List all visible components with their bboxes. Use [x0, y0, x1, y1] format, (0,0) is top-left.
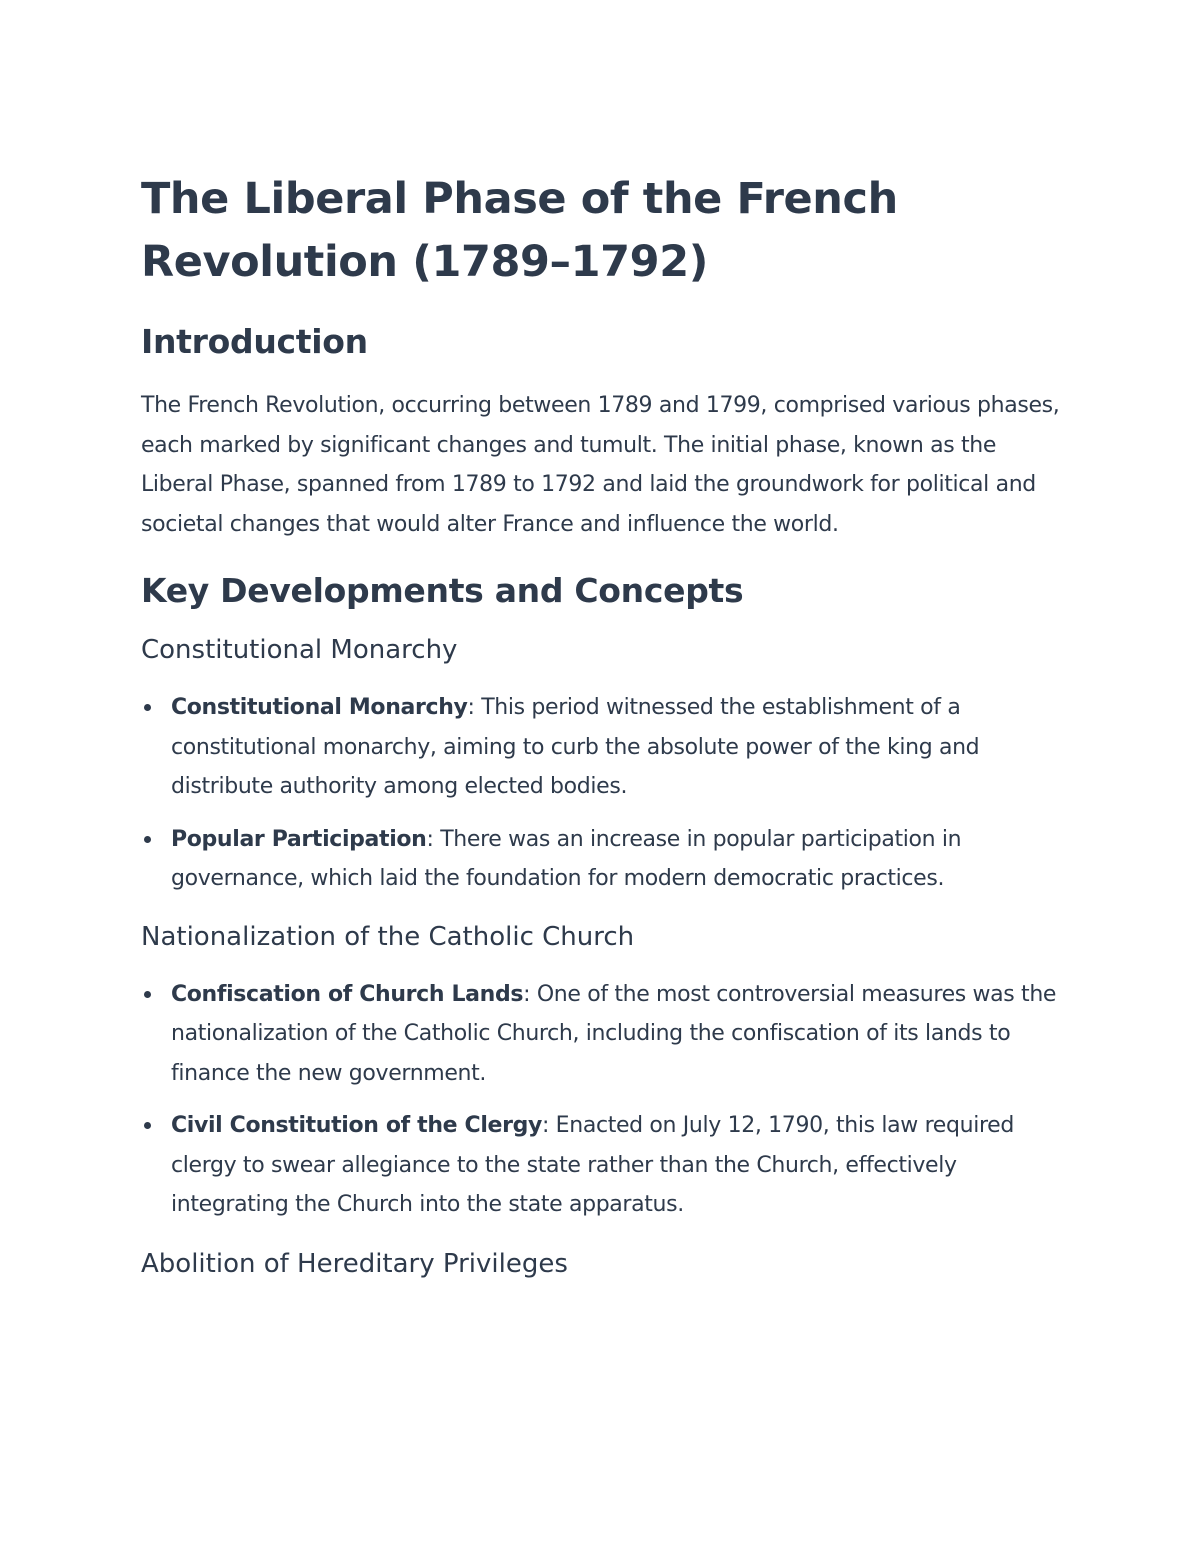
section-heading-introduction: Introduction [141, 322, 368, 361]
list-item-term: Constitutional Monarchy [171, 695, 468, 720]
list-item-text: : Enacted on July 12, 1790, this law required clergy to swear allegiance to the state rather than the Church, effectively integrating the Church into the state apparatus. [171, 1113, 1014, 1217]
bullet-icon [144, 836, 151, 843]
bullet-icon [144, 1122, 151, 1129]
list-item-term: Civil Constitution of the Clergy [171, 1113, 542, 1138]
list-item [141, 820, 1066, 899]
intro-paragraph: The French Revolution, occurring between 1789 and 1799, comprised various phases, each marked by significant changes and tumult. The initial phase, known as the Liberal Phase, spanned from 1789 to 1792 and laid the groundwork for political and societal changes that would alter France and influence the world. [141, 393, 1060, 537]
list-item-term: Confiscation of Church Lands [171, 981, 524, 1007]
subsection-heading-constitutional-monarchy: Constitutional Monarchy [141, 635, 458, 665]
subsection-heading-abolition: Abolition of Hereditary Privileges [141, 1248, 568, 1279]
list-item [141, 1106, 1066, 1225]
list-item-term: Popular Participation [171, 826, 427, 852]
bullet-list-nationalization [141, 975, 1066, 1225]
list-item-text: : This period witnessed the establishment of a constitutional monarchy, aiming to curb the absolute power of the king and distribute authority among elected bodies. [171, 695, 980, 799]
bullet-icon [144, 704, 151, 711]
document-page [141, 168, 1066, 1282]
bullet-list-constitutional-monarchy [141, 688, 1066, 899]
list-item [141, 688, 1066, 807]
list-item-text: : There was an increase in popular participation in governance, which laid the foundation for modern democratic practices. [171, 826, 962, 891]
list-item [141, 975, 1066, 1094]
list-item-text: : One of the most controversial measures was the nationalization of the Catholic Church, including the confiscation of its lands to finance the new government. [171, 981, 1057, 1086]
subsection-heading-nationalization: Nationalization of the Catholic Church [141, 921, 635, 952]
bullet-icon [144, 991, 151, 998]
section-heading-key-developments: Key Developments and Concepts [141, 571, 744, 610]
document-title: The Liberal Phase of the French Revolution (1789–1792) [141, 174, 898, 287]
